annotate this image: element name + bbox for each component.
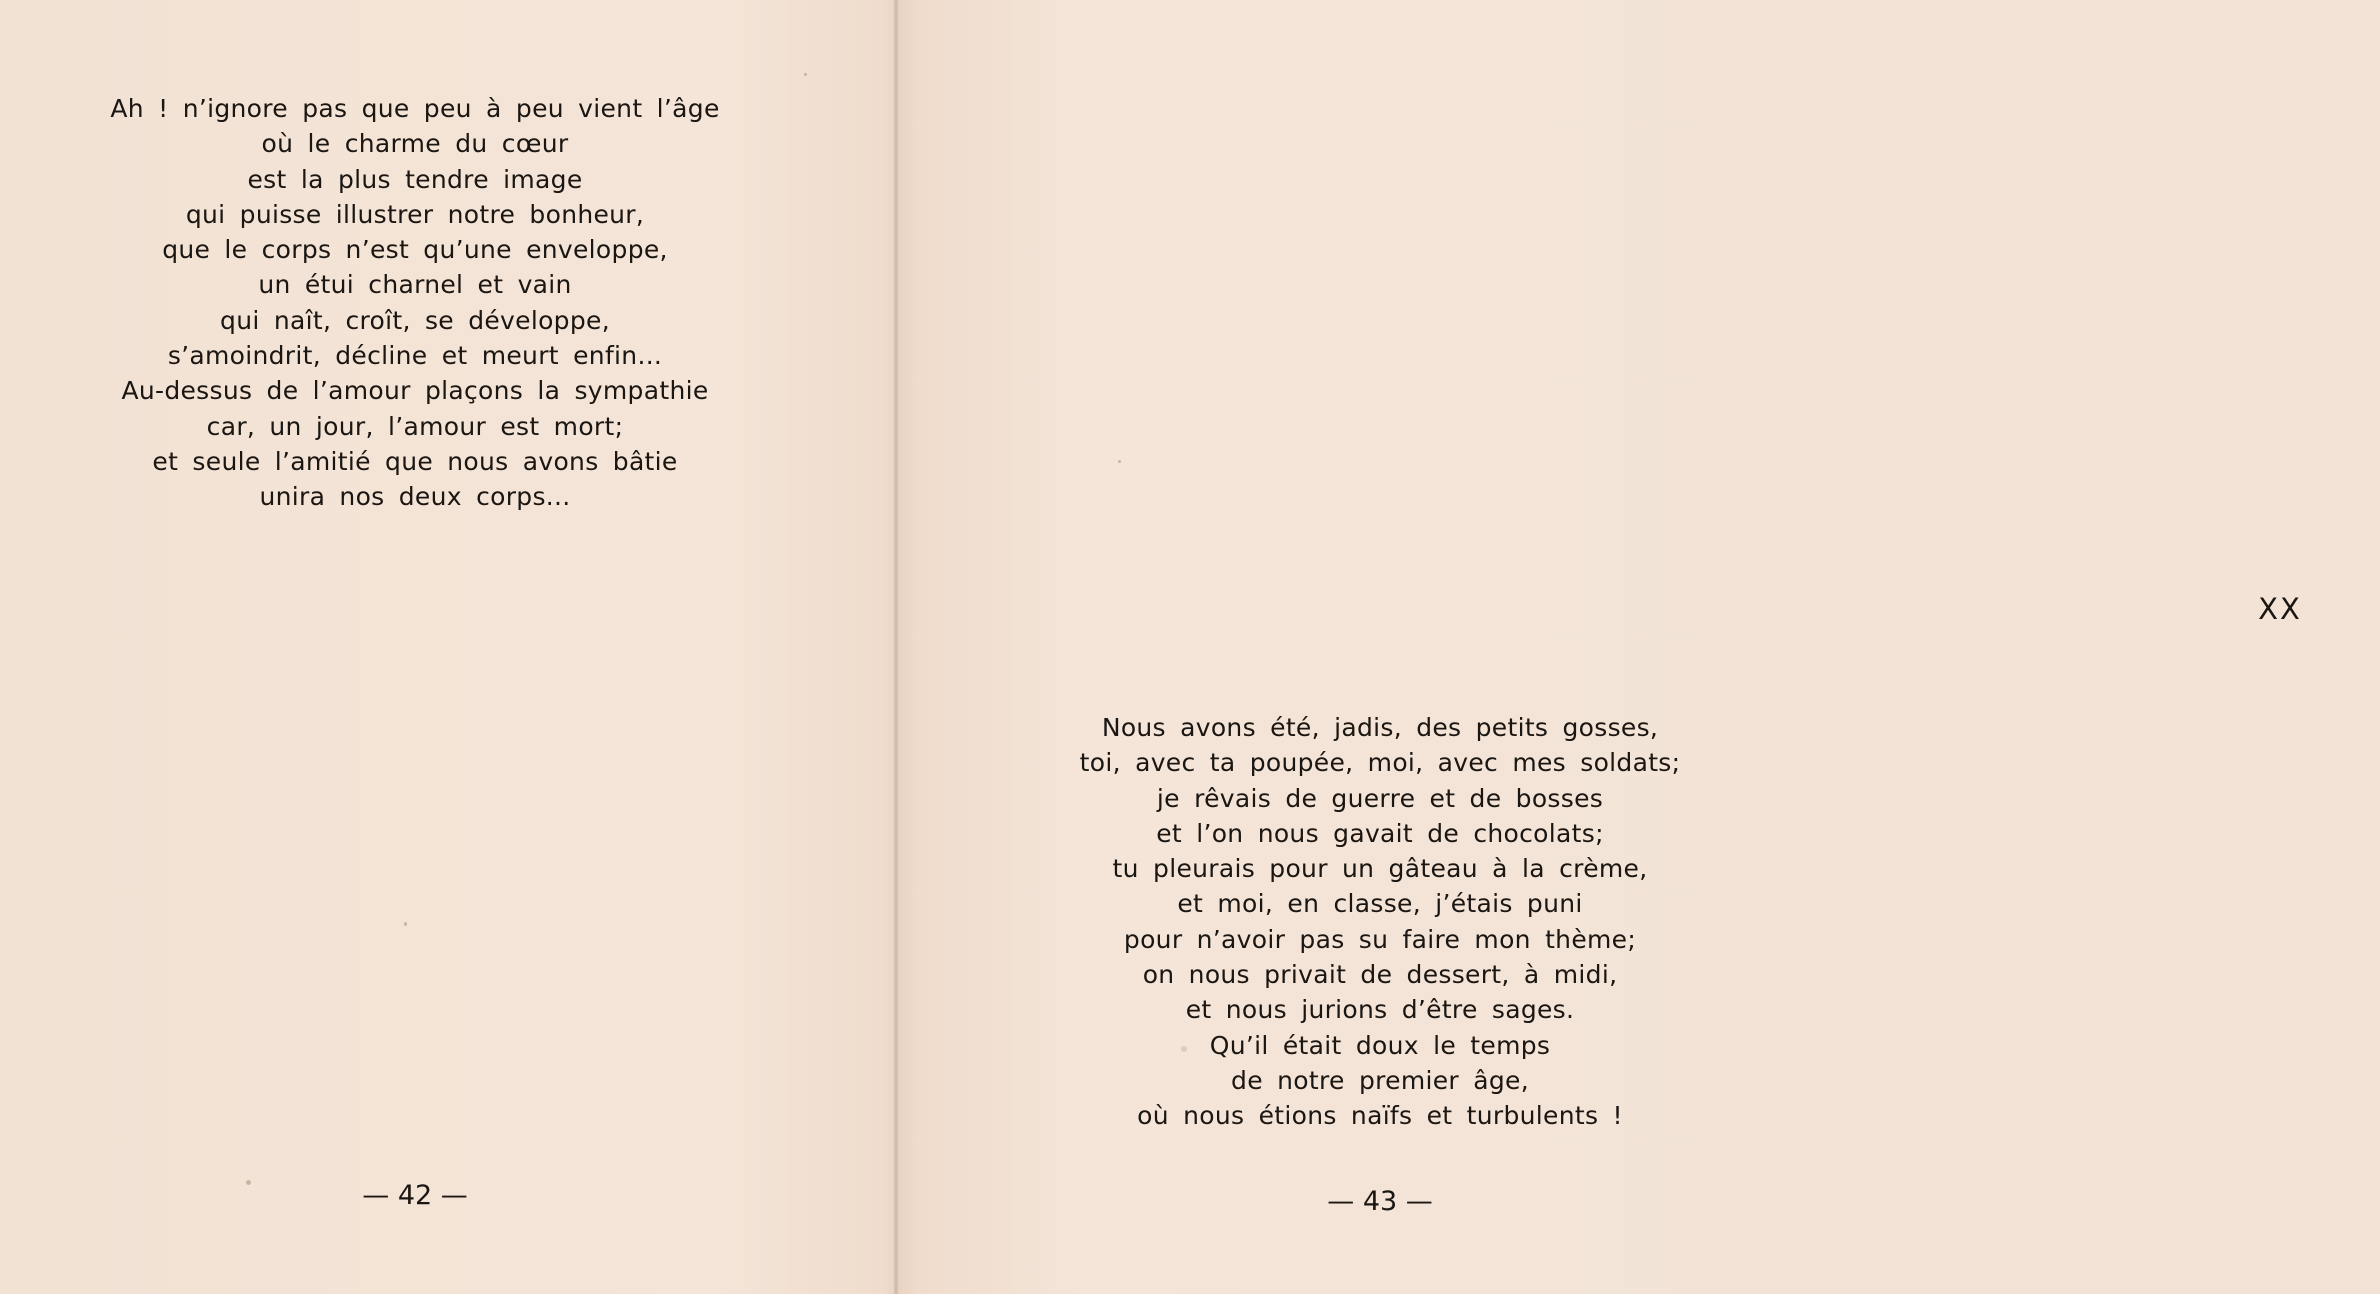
- verse-line: tu pleurais pour un gâteau à la crème,: [1112, 854, 1648, 884]
- left-verse: [110, 91, 720, 515]
- verse-line: un étui charnel et vain: [258, 270, 572, 300]
- verse-line: où nous étions naïfs et turbulents !: [1137, 1101, 1623, 1131]
- verse-line: est la plus tendre image: [247, 164, 583, 194]
- page-number-right: — 43 —: [1327, 1186, 1433, 1217]
- verse-line: Qu’il était doux le temps: [1209, 1030, 1551, 1060]
- right-verse: [1070, 710, 1690, 1134]
- verse-line: toi, avec ta poupée, moi, avec mes soldats;: [1079, 748, 1681, 778]
- verse-line: on nous privait de dessert, à midi,: [1142, 960, 1618, 990]
- verse-line: car, un jour, l’amour est mort;: [206, 411, 624, 441]
- verse-line: qui puisse illustrer notre bonheur,: [185, 199, 645, 229]
- left-page: [0, 0, 895, 1294]
- verse-line: Ah ! n’ignore pas que peu à peu vient l’âge: [110, 94, 720, 123]
- paper-speck: [1118, 460, 1121, 463]
- verse-line: Au-dessus de l’amour plaçons la sympathie: [121, 376, 709, 406]
- paper-speck: [1181, 1046, 1187, 1052]
- verse-line: Nous avons été, jadis, des petits gosses,: [1101, 713, 1659, 742]
- page-number-left: — 42 —: [362, 1180, 468, 1211]
- paper-speck: [404, 922, 407, 926]
- verse-line: et nous jurions d’être sages.: [1185, 995, 1575, 1025]
- verse-line: et moi, en classe, j’étais puni: [1177, 889, 1583, 919]
- paper-speck: [246, 1180, 251, 1185]
- book-gutter: [893, 0, 899, 1294]
- verse-line: s’amoindrit, décline et meurt enfin...: [167, 341, 663, 371]
- verse-line: qui naît, croît, se développe,: [220, 305, 610, 335]
- verse-line: unira nos deux corps...: [259, 482, 571, 512]
- verse-line: pour n’avoir pas su faire mon thème;: [1123, 924, 1637, 954]
- verse-line: je rêvais de guerre et de bosses: [1156, 783, 1604, 813]
- poem-number: XX: [2258, 592, 2302, 626]
- verse-line: que le corps n’est qu’une enveloppe,: [162, 235, 668, 265]
- verse-line: et l’on nous gavait de chocolats;: [1156, 818, 1604, 848]
- paper-speck: [804, 73, 807, 76]
- verse-line: où le charme du cœur: [261, 129, 569, 159]
- verse-line: de notre premier âge,: [1231, 1065, 1529, 1095]
- verse-line: et seule l’amitié que nous avons bâtie: [152, 446, 678, 476]
